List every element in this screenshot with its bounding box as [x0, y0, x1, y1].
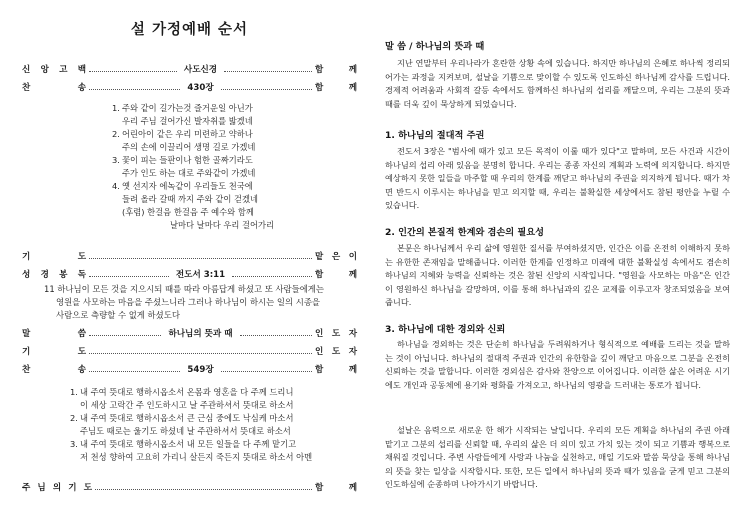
leader-dots — [89, 335, 161, 336]
order-row-reading — [22, 267, 357, 281]
hymn-line: 주님도 때로는 울기도 하셨네 날 주관하셔서 뜻대로 하소서 — [80, 426, 291, 436]
hymn-line: 1. 주와 같이 길가는것 즐거운일 아닌가 — [112, 103, 253, 113]
order-row-prayer — [22, 249, 357, 263]
section-paragraph-1: 전도서 3장은 "범사에 때가 있고 모든 목적이 이룰 때가 있다"고 말하며, 모든 사건과 시간이 하나님의 섭리 아래 있음을 분명히 합니다. 우리는 종종 자신의 계획과 노력에 의지합니다. 하지만 예상하지 못한 일들을 마주할 때 우리의 한계를 깨닫고 하나님의 주권을 의지하게 됩니다. 때가 차면 반드시 이루시는 하나님을 믿고 의지할 때, 우리는 불확실한 세상에서도 참된 평안을 누릴 수 있습니다. — [385, 146, 730, 210]
hymn-line: 주의 손에 이끌리어 생명 길로 가겠네 — [122, 142, 256, 152]
order-who: 함 께 — [315, 270, 357, 280]
order-label: 찬 송 — [22, 83, 86, 93]
order-who: 함 께 — [315, 365, 357, 375]
scripture-text — [44, 283, 364, 323]
order-content: 549장 — [187, 365, 214, 375]
order-who: 인 도 자 — [315, 329, 358, 339]
order-label: 신 앙 고 백 — [22, 65, 86, 75]
leader-dots — [232, 276, 312, 277]
section-heading-1: 1. 하나님의 절대적 주권 — [385, 130, 485, 141]
hymn-line: 3. 꽃이 피는 들판이나 험한 골짜기라도 — [112, 155, 253, 165]
order-label: 기 도 — [22, 252, 86, 262]
scripture-line: 영원을 사모하는 마음을 주셨느니라 그러나 하나님이 하시는 일의 시종을 — [56, 297, 321, 308]
page-title: 설 가정예배 순서 — [130, 22, 249, 38]
leader-dots — [89, 353, 312, 354]
order-row-creed — [22, 62, 357, 76]
order-content: 사도신경 — [183, 65, 218, 75]
section-heading-3: 3. 하나님에 대한 경외와 신뢰 — [385, 324, 506, 335]
leader-dots — [221, 371, 312, 372]
section-heading-2: 2. 인간의 본질적 한계와 겸손의 필요성 — [385, 227, 545, 238]
hymn-430-lyrics — [112, 102, 274, 232]
leader-dots — [89, 276, 169, 277]
order-label: 찬 송 — [22, 365, 86, 375]
hymn-line: 저 천성 향하여 고요히 가리니 살든지 죽든지 뜻대로 하소서 아멘 — [80, 452, 313, 462]
leader-dots — [240, 335, 312, 336]
order-who: 맡 은 이 — [315, 252, 357, 262]
order-label: 성 경 봉 독 — [22, 270, 86, 280]
order-content: 하나님의 뜻과 때 — [168, 329, 233, 339]
leader-dots — [224, 71, 312, 72]
section-paragraph-3: 하나님을 경외하는 것은 단순히 하나님을 두려워하거나 형식적으로 예배를 드리는 것을 말하는 것이 아닙니다. 하나님의 절대적 주권과 인간의 유한함을 깊이 깨닫고 마음으로 그분을 온전히 신뢰하는 것을 말합니다. 이러한 경외심은 감사와 찬양으로 이어집니다. 이러한 삶은 어려운 시기에도 개인과 공동체에 용기와 평화를 가져오고, 하나님의 영광을 드러내는 통로가 됩니다. — [385, 339, 730, 390]
section-paragraph-2: 본문은 하나님께서 우리 삶에 영원한 질서를 부여하셨지만, 인간은 이를 온전히 이해하지 못하는 유한한 존재임을 말해줍니다. 이러한 한계를 인정하고 미래에 대한 불확실성 속에서도 겸손히 하나님의 지혜와 능력을 신뢰하는 것은 참된 신앙의 시작입니다. "영원을 사모하는 마음"은 인간이 영원하신 하나님을 갈망하며, 이를 통해 하나님과의 깊은 교제를 이루고자 창조되었음을 보여줍니다. — [385, 243, 730, 307]
scripture-line: 사람으로 측량할 수 없게 하셨도다 — [56, 310, 180, 321]
order-who: 함 께 — [315, 65, 357, 75]
order-row-hymn-430 — [22, 80, 357, 94]
order-content: 전도서 3:11 — [175, 270, 226, 280]
hymn-line: 4. 옛 선지자 에녹같이 우리들도 천국에 — [112, 181, 253, 191]
hymn-line: 1. 내 주여 뜻대로 행하시옵소서 온몸과 영혼을 다 주께 드리니 — [70, 387, 294, 397]
order-row-lords-prayer — [22, 480, 357, 494]
hymn-line: 3. 내 주여 뜻대로 행하시옵소서 내 모든 일들을 다 주께 맡기고 — [70, 439, 297, 449]
leader-dots — [95, 489, 312, 490]
hymn-line: (후렴) 한걸음 한걸음 주 예수와 함께 — [122, 207, 254, 217]
scripture-line: 11 하나님이 모든 것을 지으시되 때를 따라 아름답게 하셨고 또 사람들에게는 — [44, 284, 324, 294]
order-who: 인 도 자 — [315, 347, 357, 357]
hymn-line: 우리 주님 걸어가신 발자취를 밟겠네 — [122, 116, 253, 126]
closing-paragraph: 설날은 음력으로 새로운 한 해가 시작되는 날입니다. 우리의 모든 계획을 하나님의 주권 아래 맡기고 그분의 섭리를 신뢰할 때, 우리의 삶은 더 의미 있고 가치 있는 것이 되고 기쁨과 행복으로 채워질 것입니다. 주변 사람들에게 사랑과 나눔을 실천하고, 매일 기도와 말씀 묵상을 통해 하나님의 뜻을 찾는 일상을 시작합시다. 또한, 모든 일에서 하나님의 뜻과 때가 있음을 굳게 믿고 그분의 인도하심에 순종하며 나아가시기 바랍니다. — [385, 425, 730, 489]
sermon-intro: 지난 연말부터 우리나라가 혼란한 상황 속에 있습니다. 하지만 하나님의 은혜로 하나씩 정리되어가는 과정을 지켜보며, 설날을 기쁨으로 맞이할 수 있도록 인도하신 하나님께 감사를 드립니다. 경제적 어려움과 사회적 갈등 속에서도 함께하신 하나님의 섭리를 깨달으며, 우리는 그분의 뜻과 때를 더욱 깊이 묵상하게 되었습니다. — [385, 58, 730, 109]
order-who: 함 께 — [315, 483, 357, 493]
order-content: 430장 — [187, 83, 214, 93]
hymn-line: 들려 올라 갈때 까지 주와 같이 걷겠네 — [122, 194, 259, 204]
order-row-sermon — [22, 326, 357, 340]
order-label: 말 씀 — [22, 329, 86, 339]
hymn-line: 2. 내 주여 뜻대로 행하시옵소서 큰 근심 중에도 낙심케 마소서 — [70, 413, 294, 423]
leader-dots — [89, 71, 177, 72]
order-who: 함 께 — [315, 83, 357, 93]
hymn-line: 날마다 날마다 우리 걸어가리 — [170, 220, 275, 230]
hymn-line: 이 세상 고락간 주 인도하시고 날 주관하셔서 뜻대로 하소서 — [80, 400, 294, 410]
leader-dots — [89, 258, 312, 259]
leader-dots — [221, 89, 312, 90]
order-label: 주 님 의 기 도 — [22, 483, 92, 493]
hymn-line: 주가 인도 하는 대로 주와같이 가겠네 — [122, 168, 256, 178]
hymn-549-lyrics — [70, 386, 312, 464]
sermon-heading: 말 씀 / 하나님의 뜻과 때 — [385, 41, 485, 52]
leader-dots — [89, 89, 180, 90]
leader-dots — [89, 371, 180, 372]
order-label: 기 도 — [22, 347, 86, 357]
order-row-prayer-2 — [22, 344, 357, 358]
order-row-hymn-549 — [22, 362, 357, 376]
hymn-line: 2. 어린아이 같은 우리 미련하고 약하나 — [112, 129, 253, 139]
